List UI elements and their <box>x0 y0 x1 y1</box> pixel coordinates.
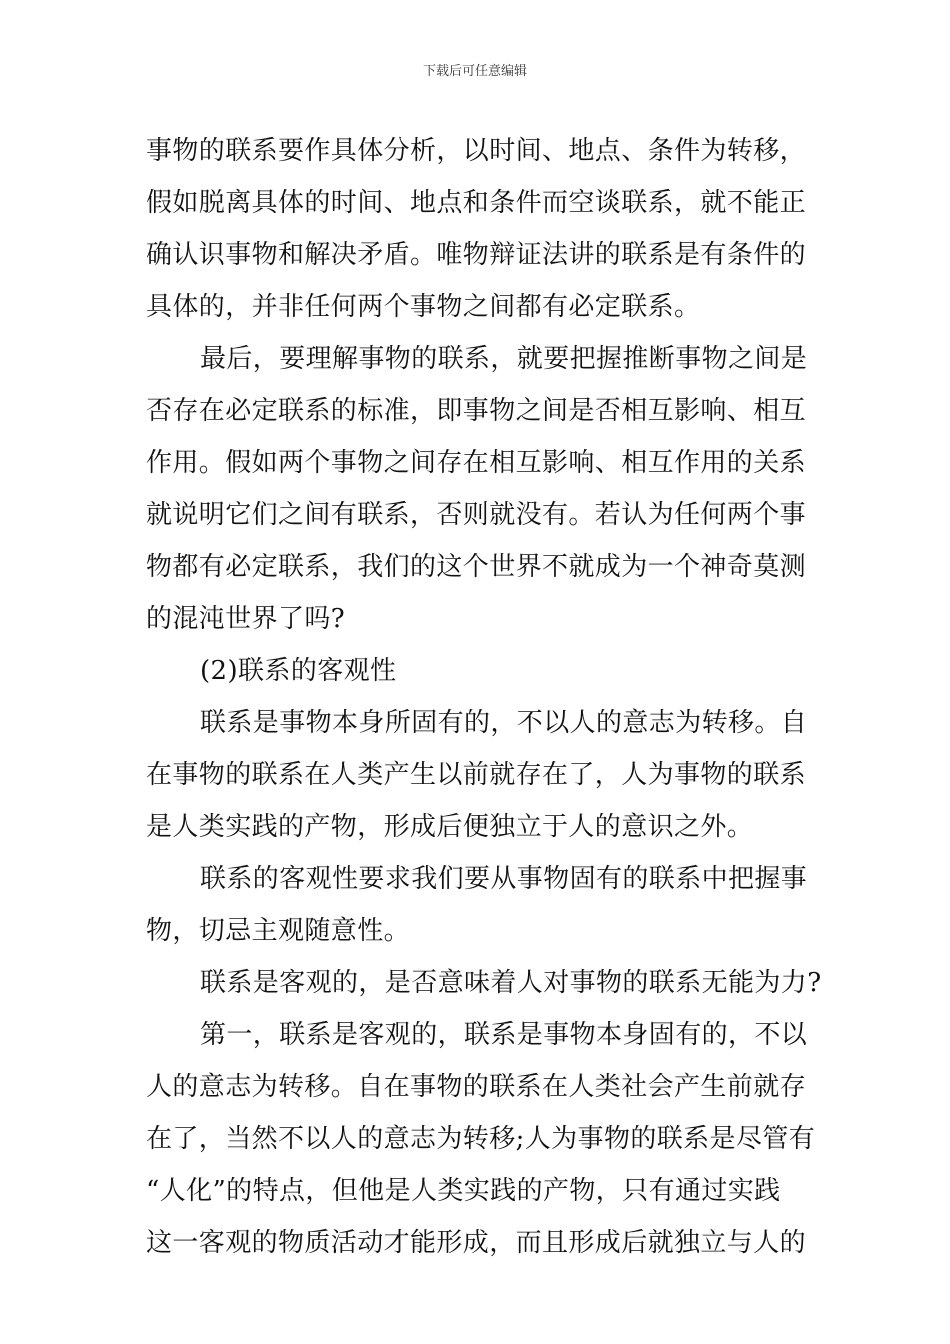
text-line: 在了，当然不以人的意志为转移;人为事物的联系是尽管有 <box>146 1124 816 1154</box>
paragraph-start-line: 最后，要理解事物的联系，就要把握推断事物之间是 <box>200 344 808 374</box>
text-line: 是人类实践的产物，形成后便独立于人的意识之外。 <box>146 812 754 842</box>
text-line: 的混沌世界了吗? <box>146 604 346 634</box>
document-body <box>146 125 822 1269</box>
paragraph-start-line: 联系的客观性要求我们要从事物固有的联系中把握事 <box>200 864 808 894</box>
text-line: 作用。假如两个事物之间存在相互影响、相互作用的关系 <box>146 448 807 478</box>
page-header: 下载后可任意编辑 <box>422 64 527 79</box>
section-heading: (2)联系的客观性 <box>200 656 397 686</box>
text-line: 事物的联系要作具体分析，以时间、地点、条件为转移， <box>146 136 807 166</box>
paragraph-start-line: 第一，联系是客观的，联系是事物本身固有的，不以 <box>200 1020 808 1050</box>
paragraph-start-line: 联系是客观的，是否意味着人对事物的联系无能为力? <box>200 968 822 998</box>
text-line: 物都有必定联系，我们的这个世界不就成为一个神奇莫测 <box>146 552 807 582</box>
text-line: 这一客观的物质活动才能形成，而且形成后就独立与人的 <box>146 1228 807 1258</box>
text-line: 假如脱离具体的时间、地点和条件而空谈联系，就不能正 <box>146 188 807 218</box>
text-line: 确认识事物和解决矛盾。唯物辩证法讲的联系是有条件的 <box>146 240 807 270</box>
text-line: “人化”的特点，但他是人类实践的产物，只有通过实践 <box>146 1176 781 1206</box>
paragraph-start-line: 联系是事物本身所固有的，不以人的意志为转移。自 <box>200 708 808 738</box>
text-line: 在事物的联系在人类产生以前就存在了，人为事物的联系 <box>146 760 807 790</box>
text-line: 否存在必定联系的标准，即事物之间是否相互影响、相互 <box>146 396 807 426</box>
text-line: 人的意志为转移。自在事物的联系在人类社会产生前就存 <box>146 1072 807 1102</box>
text-line: 物，切忌主观随意性。 <box>146 916 411 946</box>
text-line: 具体的，并非任何两个事物之间都有必定联系。 <box>146 292 701 322</box>
text-line: 就说明它们之间有联系，否则就没有。若认为任何两个事 <box>146 500 807 530</box>
